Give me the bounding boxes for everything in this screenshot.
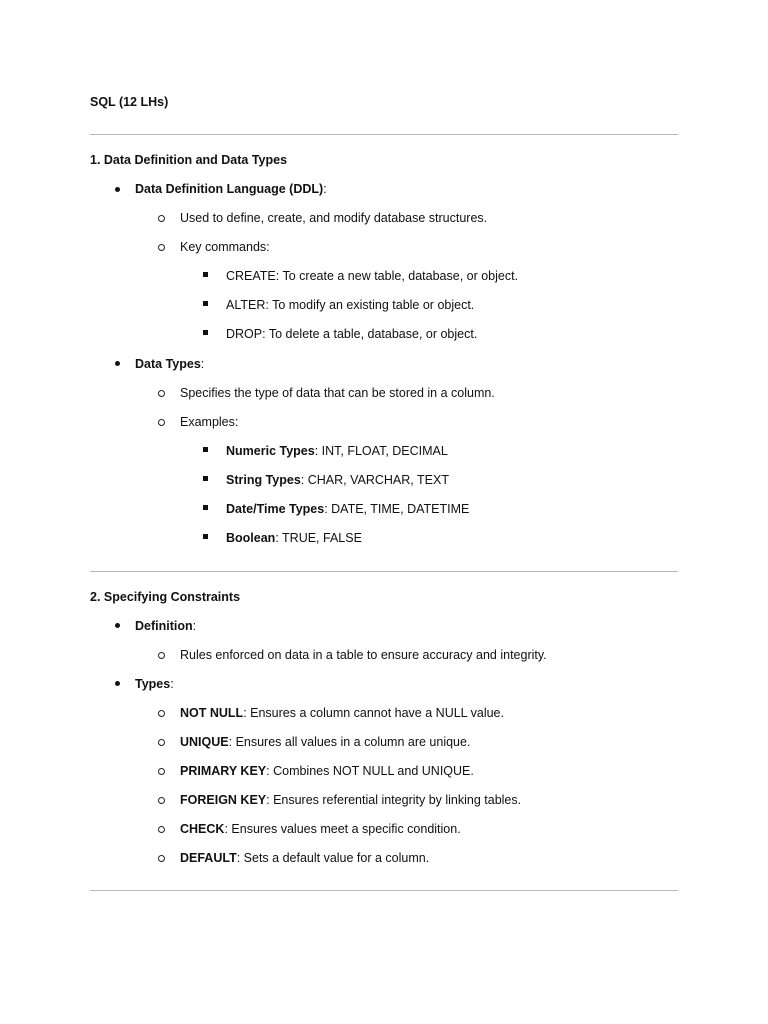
bullet-circle	[158, 244, 165, 251]
definition-label: Definition	[135, 619, 193, 633]
bullet-circle	[158, 855, 165, 862]
list-item: Data Definition Language (DDL):	[135, 182, 327, 196]
list-item: UNIQUE: Ensures all values in a column are unique.	[180, 735, 471, 749]
list-item: String Types: CHAR, VARCHAR, TEXT	[226, 473, 449, 487]
list-item: Boolean: TRUE, FALSE	[226, 531, 362, 545]
bullet-square	[203, 534, 208, 539]
divider	[90, 134, 678, 135]
list-item: ALTER: To modify an existing table or object.	[226, 298, 475, 312]
section-heading: 1. Data Definition and Data Types	[90, 153, 288, 167]
bullet-circle	[158, 797, 165, 804]
bullet-square	[203, 505, 208, 510]
bullet-circle	[158, 826, 165, 833]
list-item: DEFAULT: Sets a default value for a column.	[180, 851, 430, 865]
bullet-disc	[115, 361, 120, 366]
bullet-disc	[115, 681, 120, 686]
list-item: PRIMARY KEY: Combines NOT NULL and UNIQUE.	[180, 764, 474, 778]
list-item: Rules enforced on data in a table to ensure accuracy and integrity.	[180, 648, 547, 662]
bullet-circle	[158, 390, 165, 397]
list-item: Examples:	[180, 415, 239, 429]
list-item: Specifies the type of data that can be stored in a column.	[180, 386, 495, 400]
bullet-circle	[158, 652, 165, 659]
bullet-circle	[158, 739, 165, 746]
bullet-disc	[115, 623, 120, 628]
bullet-square	[203, 447, 208, 452]
data-types-label: Data Types	[135, 357, 201, 371]
list-item: Definition:	[135, 619, 197, 633]
types-label: Types	[135, 677, 171, 691]
bullet-disc	[115, 187, 120, 192]
divider	[90, 571, 678, 572]
list-item: DROP: To delete a table, database, or object.	[226, 327, 478, 341]
bullet-square	[203, 301, 208, 306]
bullet-circle	[158, 768, 165, 775]
list-item: CREATE: To create a new table, database, or object.	[226, 269, 519, 283]
section-heading: 2. Specifying Constraints	[90, 590, 241, 604]
list-item: Date/Time Types: DATE, TIME, DATETIME	[226, 502, 470, 516]
list-item: CHECK: Ensures values meet a specific condition.	[180, 822, 461, 836]
list-item: Types:	[135, 677, 174, 691]
bullet-circle	[158, 419, 165, 426]
bullet-square	[203, 272, 208, 277]
divider	[90, 890, 678, 891]
bullet-square	[203, 476, 208, 481]
list-item: Used to define, create, and modify database structures.	[180, 211, 488, 225]
document-title: SQL (12 LHs)	[90, 95, 169, 109]
bullet-circle	[158, 215, 165, 222]
list-item: FOREIGN KEY: Ensures referential integrity by linking tables.	[180, 793, 522, 807]
list-item: Numeric Types: INT, FLOAT, DECIMAL	[226, 444, 448, 458]
list-item: NOT NULL: Ensures a column cannot have a NULL value.	[180, 706, 504, 720]
bullet-circle	[158, 710, 165, 717]
list-item: Key commands:	[180, 240, 270, 254]
ddl-label: Data Definition Language (DDL)	[135, 182, 324, 196]
list-item: Data Types:	[135, 357, 205, 371]
bullet-square	[203, 330, 208, 335]
